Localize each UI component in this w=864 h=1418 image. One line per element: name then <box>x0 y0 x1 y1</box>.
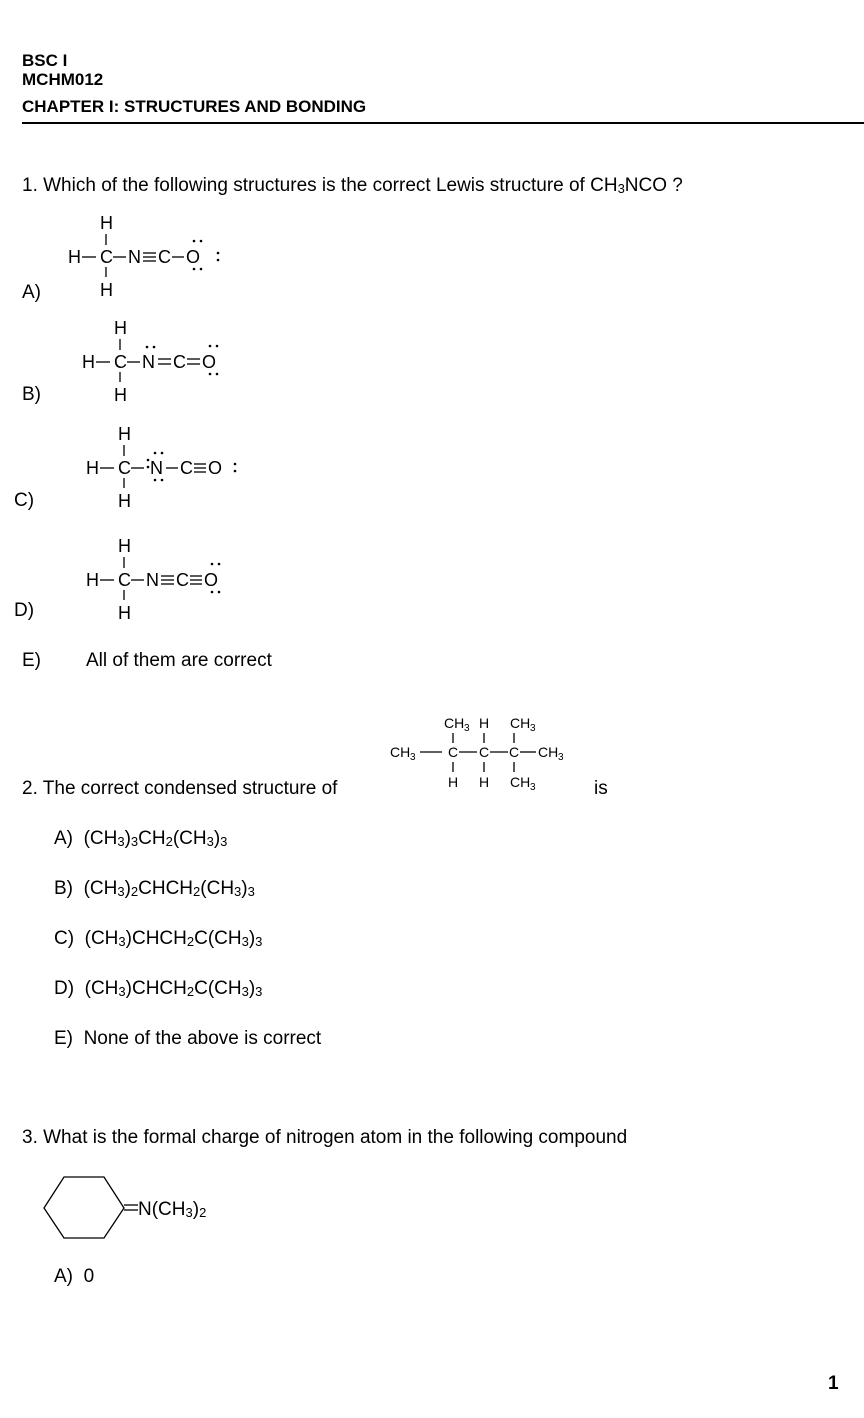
svg-text:N: N <box>142 352 155 372</box>
svg-text:H: H <box>114 385 127 405</box>
svg-text:C: C <box>158 247 171 267</box>
chapter-title: CHAPTER I: STRUCTURES AND BONDING <box>22 97 367 116</box>
svg-text:H: H <box>100 280 113 300</box>
svg-text:H: H <box>114 318 127 338</box>
q1-option-d-label: D) <box>14 600 35 621</box>
svg-text:CH: CH <box>538 744 559 760</box>
svg-text:C: C <box>114 352 127 372</box>
svg-text:C: C <box>448 744 459 760</box>
question-2-suffix: is <box>594 778 608 799</box>
svg-text:H: H <box>82 352 95 372</box>
svg-text:3: 3 <box>530 782 536 793</box>
svg-text:H: H <box>479 774 490 790</box>
svg-text:H: H <box>68 247 81 267</box>
svg-text:C: C <box>176 570 189 590</box>
q2-option-b: B) $(CH_3)_2CHCH_2(CH_3)_3$ <box>54 878 255 899</box>
svg-text:C: C <box>118 458 131 478</box>
svg-text:CH: CH <box>390 744 411 760</box>
q1-option-a-structure <box>60 205 260 305</box>
q1-option-c-label: C) <box>14 490 35 511</box>
svg-text:N: N <box>150 458 163 478</box>
svg-text:N: N <box>146 570 159 590</box>
q1-option-c-structure <box>78 416 278 516</box>
svg-text:CH: CH <box>510 774 531 790</box>
svg-text:CH: CH <box>510 715 531 731</box>
svg-text:C: C <box>100 247 113 267</box>
course-level: BSC I <box>22 51 68 70</box>
course-code: MCHM012 <box>22 70 104 89</box>
svg-text:H: H <box>86 570 99 590</box>
svg-text:O: O <box>208 458 223 478</box>
svg-text:3: 3 <box>464 723 470 734</box>
q1-option-d-structure <box>78 528 278 628</box>
question-2-text: 2. The correct condensed structure of <box>22 778 338 799</box>
svg-text:O: O <box>186 247 201 267</box>
q1-option-a-label: A) <box>22 282 41 303</box>
header-rule <box>22 122 864 124</box>
svg-text:C: C <box>509 744 520 760</box>
svg-text:CH: CH <box>444 715 465 731</box>
q2-option-c: C) $(CH_3)CHCH_2C(CH_3)_3$ <box>54 928 263 949</box>
svg-text:3: 3 <box>530 723 536 734</box>
q2-structure <box>386 706 601 798</box>
svg-text:C: C <box>173 352 186 372</box>
svg-text:3: 3 <box>410 752 416 763</box>
q2-option-e: E) None of the above is correct <box>54 1028 322 1049</box>
svg-text:H: H <box>118 536 131 556</box>
q2-option-a: A) $(CH_3)_3CH_2(CH_3)_3$ <box>54 828 228 849</box>
svg-text:C: C <box>118 570 131 590</box>
page-number: 1 <box>828 1373 839 1394</box>
svg-text:O: O <box>204 570 219 590</box>
q1-option-e-text: All of them are correct <box>86 650 272 671</box>
q1-option-b-structure <box>74 310 274 410</box>
svg-text:H: H <box>479 715 490 731</box>
svg-text:C: C <box>479 744 490 760</box>
svg-text:N: N <box>128 247 141 267</box>
question-1-text: 1. Which of the following structures is the correct Lewis structure of $CH_3NCO$ ? <box>22 175 683 196</box>
svg-text:H: H <box>118 424 131 444</box>
svg-text:H: H <box>118 491 131 511</box>
svg-text:3: 3 <box>558 752 564 763</box>
q1-option-e-label: E) <box>22 650 41 671</box>
svg-text:H: H <box>118 603 131 623</box>
q2-option-d: D) $(CH_3)CHCH_2C(CH_3)_3$ <box>54 978 263 999</box>
svg-text:H: H <box>448 774 459 790</box>
q1-option-b-label: B) <box>22 384 41 405</box>
svg-text:O: O <box>202 352 217 372</box>
q3-option-a: A) 0 <box>54 1266 95 1287</box>
svg-text:C: C <box>180 458 193 478</box>
q3-substituent: $N(CH_3)_2$ <box>138 1199 207 1220</box>
svg-text:H: H <box>86 458 99 478</box>
svg-text:H: H <box>100 213 113 233</box>
question-3-text: 3. What is the formal charge of nitrogen atom in the following compound <box>22 1127 628 1148</box>
